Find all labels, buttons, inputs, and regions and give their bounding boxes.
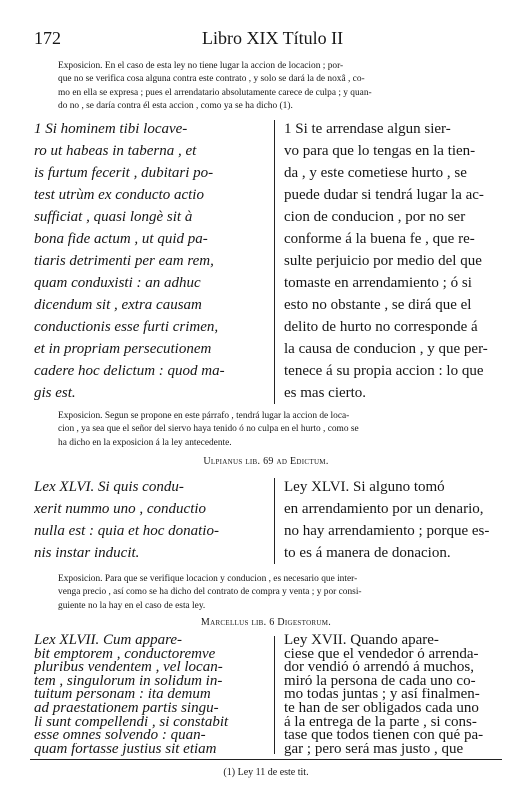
exposition-note-3 [58, 573, 488, 613]
text-line: nulla est : quia et hoc donatio- [34, 523, 219, 539]
text-line: esse omnes solvendo : quan- [34, 729, 206, 743]
text-line: vo para que lo tengas en la tien- [284, 143, 476, 159]
note-line: Exposicion. Para que se verifique locacion y conducion , es necesario que inter- [58, 574, 358, 584]
latin-lex-47 [34, 634, 270, 756]
text-line: pluribus vendentem , vel locan- [34, 661, 223, 675]
page-title: Libro XIX Título II [202, 28, 344, 48]
page-header [34, 28, 498, 54]
note-line: Exposicion. En el caso de esta ley no tiene lugar la accion de locacion ; por- [58, 61, 344, 71]
text-line: Lex XLVII. Cum appare- [34, 634, 183, 648]
text-line: cion de conducion , por no ser [284, 209, 466, 225]
text-line: tomaste en arrendamiento ; ó si [284, 275, 472, 291]
note-line: mo en ella se expresa ; pues el arrendatario absolutamente carece de culpa ; y quan- [58, 87, 372, 98]
exposition-note-2 [58, 410, 488, 450]
text-line: nis instar inducit. [34, 545, 140, 561]
column-divider [274, 636, 275, 754]
text-line: da , y este cometiese hurto , se [284, 165, 467, 181]
text-line: tiaris detrimenti per eam rem, [34, 253, 214, 269]
column-divider [274, 120, 275, 404]
text-line: xerit nummo uno , conductio [34, 501, 207, 517]
text-line: li sunt compellendi , si constabit [34, 715, 229, 730]
text-line: ro ut habeas in taberna , et [34, 143, 197, 159]
text-line: tem , singulorum in solidum in- [34, 674, 223, 689]
text-line: es mas cierto. [284, 385, 367, 401]
text-line: quam fortasse justius sit etiam [34, 742, 217, 757]
text-line: cadere hoc delictum : quod ma- [34, 363, 225, 379]
text-line: la causa de conducion , y que per- [284, 341, 488, 357]
footnote: (1) Ley 11 de este tit. [223, 767, 309, 778]
text-line: Ley XVII. Quando apare- [284, 634, 439, 648]
text-line: ciese que el vendedor ó arrenda- [284, 647, 479, 662]
note-line: ha dicho en la exposicion á la ley antecedente. [58, 437, 232, 448]
text-line: en arrendamiento por un denario, [284, 501, 484, 517]
text-line: to es á manera de donacion. [284, 545, 451, 561]
text-line: delito de hurto no corresponde á [284, 319, 478, 335]
footnote-rule [30, 759, 502, 760]
text-line: tenece á su propia accion : lo que [284, 363, 484, 379]
source-citation-marcellus: Marcellus lib. 6 Digestorum. [200, 617, 332, 628]
note-line: venga precio , así como se ha dicho del contrato de compra y venta ; y por consi- [58, 587, 362, 598]
text-line: miró la persona de cada uno co- [284, 674, 476, 689]
text-line: 1 Si hominem tibi locave- [34, 121, 188, 137]
column-divider [274, 478, 275, 564]
text-line: sufficiat , quasi longè sit à [34, 209, 193, 225]
text-line: test utrùm ex conducto actio [34, 187, 204, 203]
text-line: gis est. [34, 385, 76, 401]
text-line: is furtum fecerit , dubitari po- [34, 165, 214, 181]
exposition-note-1 [58, 60, 488, 114]
note-line: guiente no la hay en el caso de esta ley. [58, 600, 206, 611]
spanish-ley-46 [284, 476, 506, 564]
text-line: mo todas juntas ; y así finalmen- [284, 688, 480, 702]
text-line: esto no obstante , se dirá que el [284, 297, 472, 313]
text-line: Lex XLVI. Si quis condu- [34, 479, 184, 495]
text-line: bona fide actum , ut quid pa- [34, 231, 208, 247]
text-line: Ley XLVI. Si alguno tomó [284, 479, 445, 495]
spanish-ley-47 [284, 634, 506, 756]
text-line: ad praestationem partis singu- [34, 701, 219, 716]
latin-lex-46 [34, 476, 270, 564]
text-line: no hay arrendamiento ; porque es- [284, 523, 490, 539]
text-line: et in propriam persecutionem [34, 341, 212, 357]
latin-paragraph-1 [34, 118, 270, 404]
text-line: gar ; pero será mas justo , que [284, 742, 464, 757]
text-line: sulte perjuicio por medio del que [284, 253, 482, 269]
note-line: que no se verifica cosa alguna contra este contrato , y solo se dará la de noxâ , co- [58, 74, 365, 85]
text-line: tuitum personam : ita demum [34, 688, 211, 702]
note-line: Exposicion. Segun se propone en este párrafo , tendrá lugar la accion de loca- [58, 411, 350, 421]
spanish-paragraph-1 [284, 118, 506, 404]
text-line: dor vendió ó arrendó á muchos, [284, 661, 474, 675]
text-line: te han de ser obligados cada uno [284, 701, 479, 716]
text-line: 1 Si te arrendase algun sier- [284, 121, 451, 137]
note-line: cion , ya sea que el señor del siervo haya tenido ó no culpa en el hurto , como se [58, 424, 359, 435]
text-line: conforme á la buena fe , que re- [284, 231, 475, 247]
text-line: conductionis esse furti crimen, [34, 319, 219, 335]
text-line: tase que todos tienen con qué pa- [284, 729, 484, 743]
text-line: quam conduxisti : an adhuc [34, 275, 201, 291]
text-line: puede dudar si tendrá lugar la ac- [284, 187, 484, 203]
text-line: bit emptorem , conductoremve [34, 647, 216, 662]
page-number: 172 [34, 28, 61, 48]
text-line: á la entrega de la parte , si cons- [284, 715, 477, 730]
text-line: dicendum sit , extra causam [34, 297, 202, 313]
source-citation-ulpianus: Ulpianus lib. 69 ad Edictum. [203, 456, 329, 467]
note-line: do no , se daría contra él esta accion , como ya se ha dicho (1). [58, 101, 293, 112]
